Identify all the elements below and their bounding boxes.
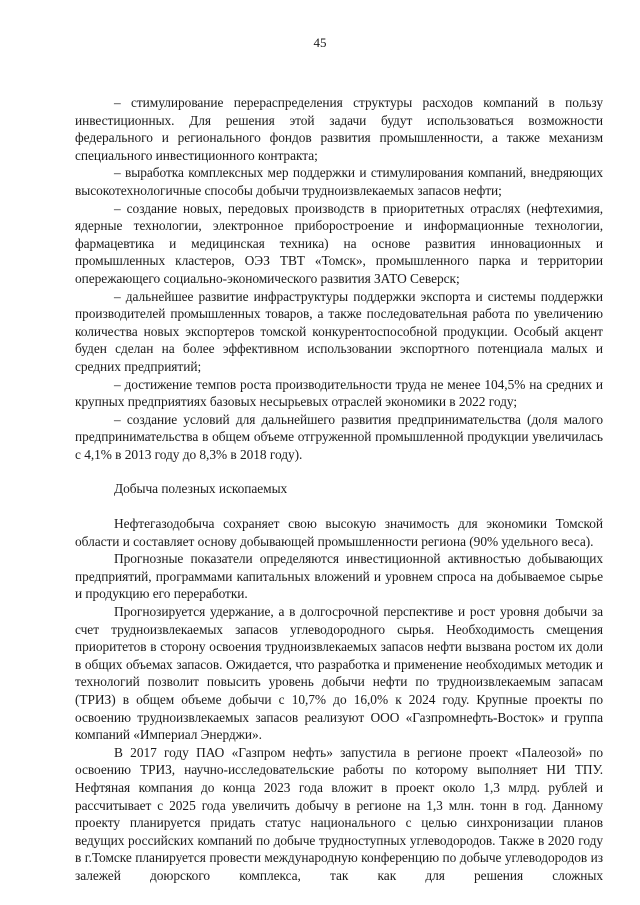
page-number: 45 xyxy=(313,35,327,50)
list-item: – выработка комплексных мер поддержки и стимулирования компаний, внедряющих высокотехнологичные способы добычи трудноизвлекаемых запасов нефти; xyxy=(75,165,603,198)
body-paragraph: Нефтегазодобыча сохраняет свою высокую значимость для экономики Томской области и составляет основу добывающей промышленности региона (90% удельного веса). xyxy=(75,516,603,549)
body-paragraph: Прогнозные показатели определяются инвестиционной активностью добывающих предприятий, программами капитальных вложений и уровнем спроса на добываемое сырье и продукцию его переработки. xyxy=(75,551,603,602)
list-item: – стимулирование перераспределения структуры расходов компаний в пользу инвестиционных. Для решения этой задачи будут использоваться возможности федерального и регионального фондов развития промышленности, а также механизм специального инвестиционного контракта; xyxy=(75,95,603,163)
body-paragraph: В 2017 году ПАО «Газпром нефть» запустила в регионе проект «Палеозой» по освоению ТРИЗ, научно-исследовательские работы по которому выполняет НИ ТПУ. Нефтяная компания до конца 2023 года вложит в проект около 1,3 млрд. рублей и рассчитывает с 2025 года увеличить добычу в регионе на 1,3 млн. тонн в год. Данному проекту планируется придать статус национального с целью синхронизации планов ведущих российских компаний по добыче трудноступных углеводородов. Также в 2020 году в г.Томске планируется провести международную конференцию по добыче углеводородов из залежей доюрского комплекса, так как для решения сложных xyxy=(75,744,603,883)
list-item: – создание условий для дальнейшего развития предпринимательства (доля малого предпринимательства в общем объеме отгруженной промышленной продукции увеличилась с 4,1% в 2013 году до 8,3% в 2018 году). xyxy=(75,411,603,462)
page-content xyxy=(75,94,603,885)
list-item: – создание новых, передовых производств в приоритетных отраслях (нефтехимия, ядерные технологии, электронное приборостроение и информационные технологии, фармацевтика и медицинская техника) на основе развития инновационных и промышленных кластеров, ОЭЗ ТВТ «Томск», промышленного парка и территории опережающего социально-экономического развития ЗАТО Северск; xyxy=(75,200,603,286)
list-item: – дальнейшее развитие инфраструктуры поддержки экспорта и системы поддержки производителей промышленных товаров, а также последовательная работа по увеличению количества новых экспортеров томской конкурентоспособной продукции. Особый акцент буден сделан на более эффективном использовании экспортного потенциала малых и средних предприятий; xyxy=(75,288,603,374)
body-paragraph: Прогнозируется удержание, а в долгосрочной перспективе и рост уровня добычи за счет трудноизвлекаемых запасов углеводородного сырья. Необходимость смещения приоритетов в сторону освоения трудноизвлекаемых запасов нефти вызвана ростом их доли в общих объемах запасов. Ожидается, что разработка и применение необходимых методик и технологий позволит повысить уровень добычи нефти по трудноизвлекаемым запасам (ТРИЗ) в общем объеме добычи с 10,7% до 16,0% к 2024 году. Крупные проекты по освоению трудноизвлекаемых запасов реализуют ООО «Газпромнефть-Восток» и группа компаний «Империал Энерджи». xyxy=(75,604,603,743)
section-heading: Добыча полезных ископаемых xyxy=(114,481,288,497)
list-item: – достижение темпов роста производительности труда не менее 104,5% на средних и крупных предприятиях базовых несырьевых отраслей экономики в 2022 году; xyxy=(75,376,603,410)
